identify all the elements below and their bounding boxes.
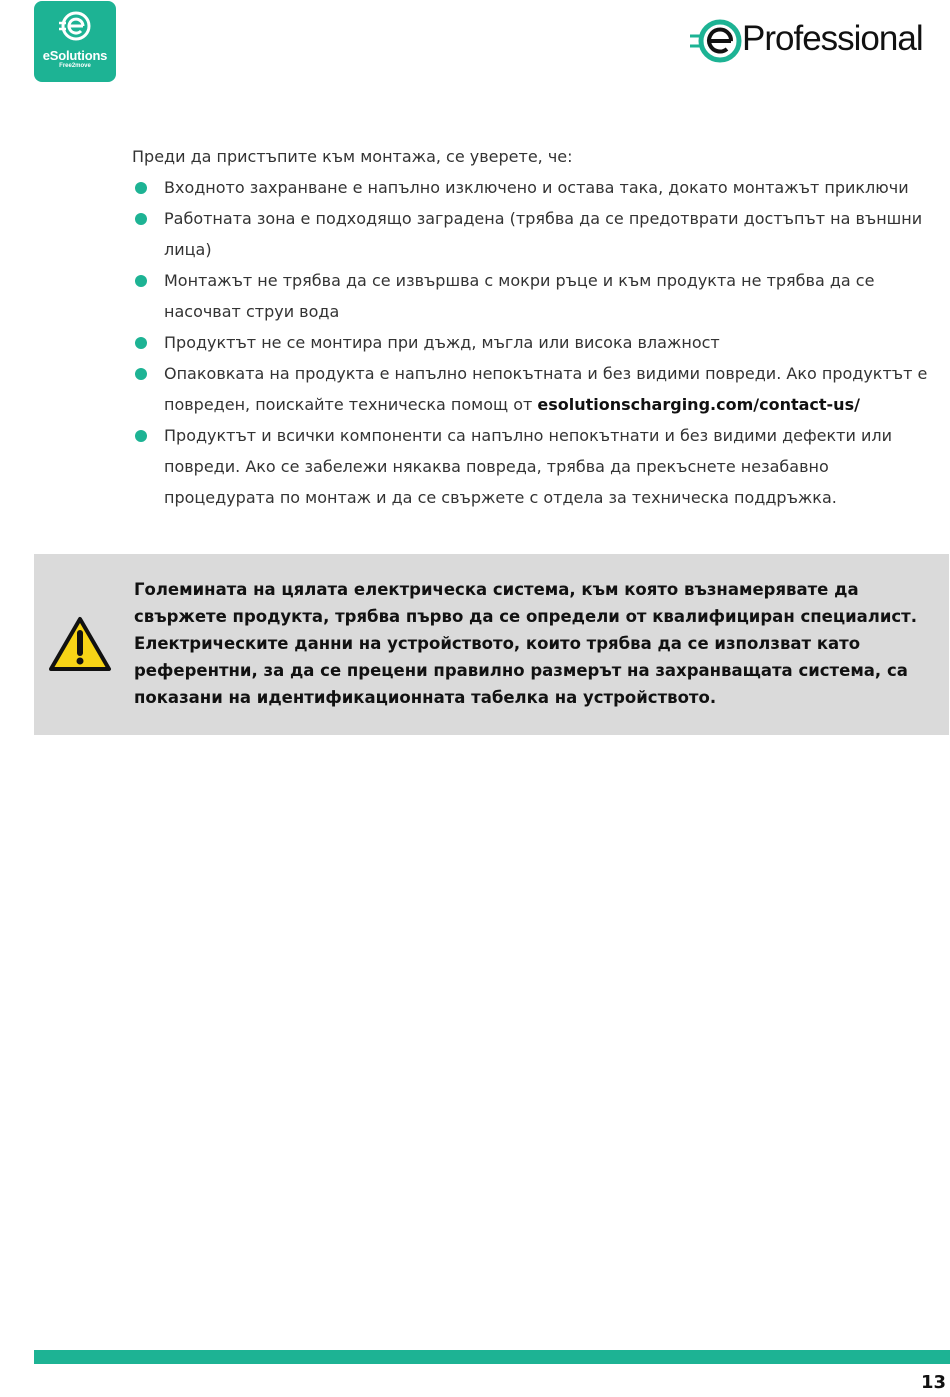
list-item: Опаковката на продукта е напълно непокътната и без видими повреди. Ако продуктът е повреден, поискайте техническа помощ от esolutionscharging.com/contact-us/ [132, 358, 950, 420]
contact-link[interactable]: esolutionscharging.com/contact-us/ [537, 395, 860, 414]
warning-box [34, 554, 949, 735]
bullet-icon [135, 275, 147, 287]
bullet-icon [135, 337, 147, 349]
list-item: Продуктът не се монтира при дъжд, мъгла или висока влажност [132, 327, 950, 358]
bullet-icon [135, 182, 147, 194]
e-plug-icon [688, 18, 742, 64]
list-item: Продуктът и всички компоненти са напълно непокътнати и без видими дефекти или повреди. Ако се забележи някаква повреда, трябва да прекъснете незабавно процедурата по монтаж и да се свържете с отдела за техническа поддръжка. [132, 420, 950, 513]
page-number: 13 [920, 1372, 946, 1393]
footer-bar [34, 1350, 950, 1364]
list-item: Работната зона е подходящо заградена (трябва да се предотврати достъпът на външни лица) [132, 203, 950, 265]
bullet-icon [135, 430, 147, 442]
checklist [132, 172, 950, 513]
esolutions-logo [34, 1, 116, 82]
intro-text: Преди да пристъпите към монтажа, се уверете, че: [132, 147, 573, 166]
bullet-icon [135, 213, 147, 225]
eprofessional-logo [688, 18, 950, 64]
esolutions-e-plug-icon [59, 10, 91, 44]
bullet-icon [135, 368, 147, 380]
list-item: Входното захранване е напълно изключено и остава така, докато монтажът приключи [132, 172, 950, 203]
eprofessional-logo-word: Professional [742, 19, 923, 58]
list-item: Монтажът не трябва да се извършва с мокри ръце и към продукта не трябва да се насочват струи вода [132, 265, 950, 327]
esolutions-logo-sub: Free2move [59, 63, 91, 69]
warning-triangle-icon [48, 616, 112, 672]
esolutions-logo-name: eSolutions [42, 48, 108, 63]
warning-text: Големината на цялата електрическа система, към която възнамерявате да свържете продукта, трябва първо да се определи от квалифициран специалист. Електрическите данни на устройството, които трябва да се използват като референтни, за да се прецени правилно размерът на захранващата система, са показани на идентификационната табелка на устройството. [134, 580, 918, 707]
